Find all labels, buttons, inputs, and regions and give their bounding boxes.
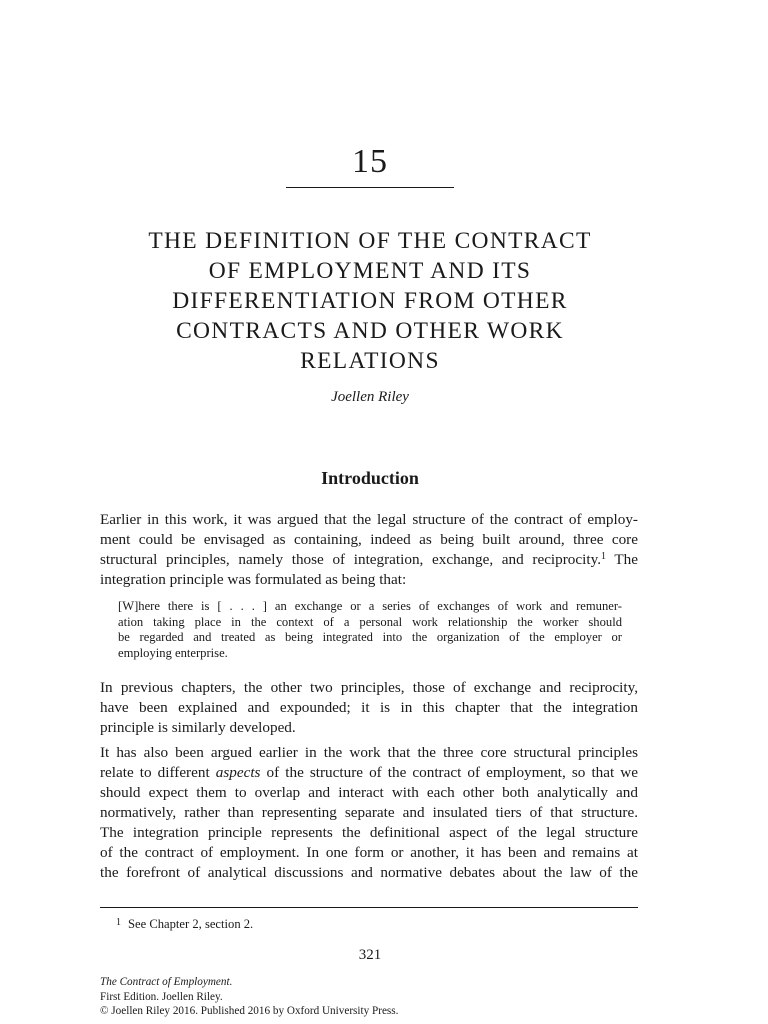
page-number: 321 — [358, 947, 382, 963]
quote-line: employing enterprise. — [118, 645, 228, 660]
paragraph-line-text: of the structure of the contract of employment, so that we — [260, 764, 639, 781]
block-quote — [118, 599, 622, 661]
body-paragraph — [100, 510, 638, 590]
emphasized-word: aspects — [215, 764, 261, 781]
quote-line: be regarded and treated as being integrated into the organization of the employer or — [118, 630, 622, 645]
book-title: The Contract of Employment. — [100, 976, 233, 988]
paragraph-line: In previous chapters, the other two principles, those of exchange and reciprocity, — [100, 679, 638, 696]
paragraph-line: Earlier in this work, it was argued that the legal structure of the contract of employ- — [100, 511, 638, 528]
chapter-title — [100, 226, 640, 376]
paragraph-line: normatively, rather than representing separate and insulated tiers of that structure. — [100, 804, 638, 821]
paragraph-line: have been explained and expounded; it is in this chapter that the integration — [100, 699, 638, 716]
body-paragraph — [100, 678, 638, 738]
paragraph-line: The integration principle represents the definitional aspect of the legal structure — [100, 824, 638, 841]
copyright-notice — [100, 975, 398, 1019]
chapter-title-line: CONTRACTS AND OTHER WORK — [176, 318, 564, 344]
chapter-title-line: OF EMPLOYMENT AND ITS — [208, 258, 532, 284]
paragraph-line: should expect them to overlap and interact with each other both analytically and — [100, 784, 638, 801]
section-heading: Introduction — [321, 468, 419, 488]
paragraph-line — [100, 550, 638, 570]
chapter-title-line: DIFFERENTIATION FROM OTHER — [172, 288, 568, 314]
paragraph-line: integration principle was formulated as being that: — [100, 571, 407, 588]
body-paragraph — [100, 743, 638, 883]
footnote — [116, 915, 253, 932]
footnote-text: See Chapter 2, section 2. — [128, 917, 254, 931]
chapter-title-line: THE DEFINITION OF THE CONTRACT — [148, 228, 592, 254]
paragraph-line-text: The — [606, 551, 638, 568]
copyright-line: © Joellen Riley 2016. Published 2016 by Oxford University Press. — [100, 1005, 399, 1017]
paragraph-line: ment could be envisaged as containing, indeed as being built around, three core — [100, 531, 638, 548]
chapter-number: 15 — [352, 143, 388, 180]
paragraph-line: principle is similarly developed. — [100, 719, 296, 736]
copyright-line-text: First Edition. Joellen Riley. — [100, 990, 223, 1003]
footnote-mark: 1 — [116, 917, 121, 928]
paragraph-line: It has also been argued earlier in the work that the three core structural principles — [100, 744, 638, 761]
chapter-number-rule — [286, 187, 454, 188]
paragraph-line-text: relate to different — [100, 764, 216, 781]
paragraph-line: of the contract of employment. In one form or another, it has been and remains at — [100, 844, 638, 861]
quote-line: ation taking place in the context of a personal work relationship the worker should — [118, 614, 622, 629]
quote-line: [W]here there is [ . . . ] an exchange or a series of exchanges of work and remuner- — [118, 599, 622, 613]
paragraph-line-text: structural principles, namely those of integration, exchange, and reciprocity. — [100, 551, 601, 568]
footnote-divider — [100, 907, 638, 908]
paragraph-line — [100, 763, 638, 783]
footnote-reference[interactable]: 1 — [601, 551, 606, 562]
copyright-line — [100, 975, 398, 1004]
chapter-author: Joellen Riley — [331, 389, 409, 405]
paragraph-line: the forefront of analytical discussions and normative debates about the law of the — [100, 864, 638, 881]
chapter-title-line: RELATIONS — [300, 348, 440, 374]
